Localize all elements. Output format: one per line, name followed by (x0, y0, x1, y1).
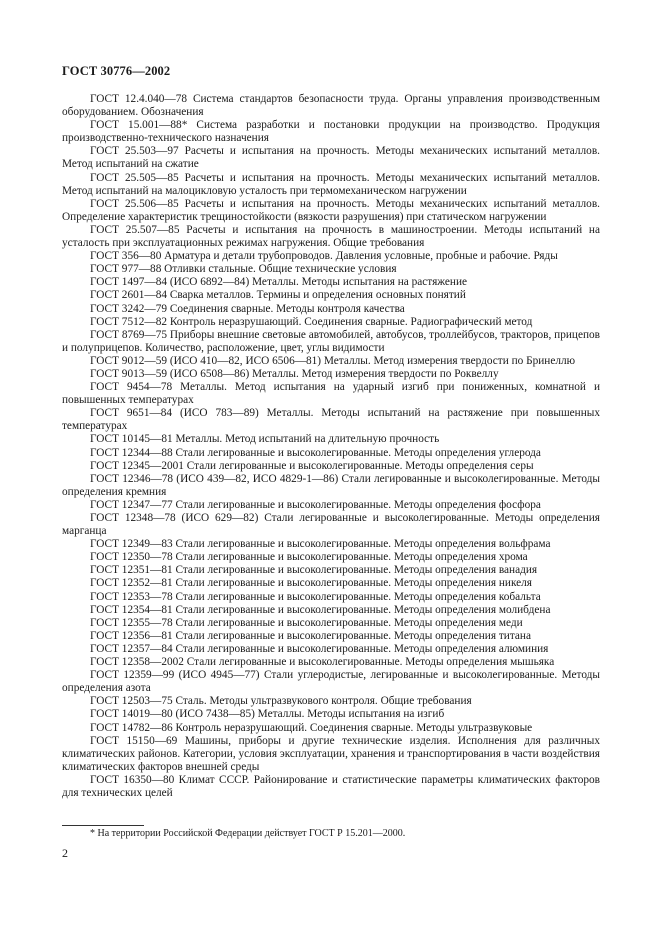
reference-entry: ГОСТ 9012—59 (ИСО 410—82, ИСО 6506—81) Металлы. Метод измерения твердости по Бринеллю (90, 354, 576, 367)
reference-entry: ГОСТ 12359—99 (ИСО 4945—77) Стали углеродистые, легированные и высоколегированные. Методы определения азота (62, 669, 600, 695)
reference-entry: ГОСТ 12503—75 Сталь. Методы ультразвукового контроля. Общие требования (90, 695, 472, 708)
reference-entry: ГОСТ 12352—81 Стали легированные и высоколегированные. Методы определения никеля (90, 577, 532, 590)
reference-entry: ГОСТ 12348—78 (ИСО 629—82) Стали легированные и высоколегированные. Методы определения марганца (62, 512, 600, 538)
normative-references-list (62, 93, 600, 800)
reference-entry: ГОСТ 12349—83 Стали легированные и высоколегированные. Методы определения вольфрама (90, 538, 551, 551)
reference-entry: ГОСТ 15.001—88* Система разработки и постановки продукции на производство. Продукция производственно-технического назначения (62, 119, 600, 145)
reference-entry: ГОСТ 12355—78 Стали легированные и высоколегированные. Методы определения меди (90, 616, 523, 629)
reference-entry: ГОСТ 14019—80 (ИСО 7438—85) Металлы. Методы испытания на изгиб (90, 708, 445, 721)
page-header: ГОСТ 30776—2002 (62, 64, 171, 78)
reference-entry: ГОСТ 12358—2002 Стали легированные и высоколегированные. Методы определения мышьяка (90, 656, 555, 669)
reference-entry: ГОСТ 12353—78 Стали легированные и высоколегированные. Методы определения кобальта (90, 590, 541, 603)
reference-entry: ГОСТ 7512—82 Контроль неразрушающий. Соединения сварные. Радиографический метод (90, 315, 533, 328)
reference-entry: ГОСТ 9651—84 (ИСО 783—89) Металлы. Методы испытаний на растяжение при повышенных температурах (62, 407, 600, 433)
reference-entry: ГОСТ 12.4.040—78 Система стандартов безопасности труда. Органы управления производственным оборудованием. Обозначения (62, 93, 600, 119)
reference-entry: ГОСТ 25.505—85 Расчеты и испытания на прочность. Методы механических испытаний металлов. Метод испытаний на малоцикловую усталость при термомеханическом нагружении (62, 171, 600, 197)
reference-entry: ГОСТ 8769—75 Приборы внешние световые автомобилей, автобусов, троллейбусов, тракторов, прицепов и полуприцепов. Количество, расположение, цвет, углы видимости (62, 328, 600, 354)
reference-entry: ГОСТ 25.503—97 Расчеты и испытания на прочность. Методы механических испытаний металлов. Метод испытаний на сжатие (62, 145, 600, 171)
reference-entry: ГОСТ 9454—78 Металлы. Метод испытания на ударный изгиб при пониженных, комнатной и повышенных температурах (62, 381, 600, 407)
reference-entry: ГОСТ 12347—77 Стали легированные и высоколегированные. Методы определения фосфора (90, 498, 541, 511)
reference-entry: ГОСТ 3242—79 Соединения сварные. Методы контроля качества (90, 302, 405, 315)
reference-entry: ГОСТ 977—88 Отливки стальные. Общие технические условия (90, 263, 397, 276)
reference-entry: ГОСТ 12346—78 (ИСО 439—82, ИСО 4829-1—86) Стали легированные и высоколегированные. Методы определения кремния (62, 472, 600, 498)
reference-entry: ГОСТ 15150—69 Машины, приборы и другие технические изделия. Исполнения для различных климатических районов. Категории, условия эксплуатации, хранения и транспортирования в части воздействия климатических факторов внешней среды (62, 734, 600, 773)
footnote: * На территории Российской Федерации действует ГОСТ Р 15.201—2000. (90, 828, 406, 839)
reference-entry: ГОСТ 12350—78 Стали легированные и высоколегированные. Методы определения хрома (90, 551, 528, 564)
reference-entry: ГОСТ 12356—81 Стали легированные и высоколегированные. Методы определения титана (90, 629, 531, 642)
reference-entry: ГОСТ 16350—80 Климат СССР. Районирование и статистические параметры климатических факторов для технических целей (62, 773, 600, 799)
reference-entry: ГОСТ 12357—84 Стали легированные и высоколегированные. Методы определения алюминия (90, 642, 549, 655)
reference-entry: ГОСТ 12344—88 Стали легированные и высоколегированные. Методы определения углерода (90, 446, 541, 459)
reference-entry: ГОСТ 9013—59 (ИСО 6508—86) Металлы. Метод измерения твердости по Роквеллу (90, 367, 499, 380)
reference-entry: ГОСТ 12354—81 Стали легированные и высоколегированные. Методы определения молибдена (90, 603, 551, 616)
reference-entry: ГОСТ 25.507—85 Расчеты и испытания на прочность в машиностроении. Методы испытаний на усталость при эксплуатационных режимах нагружения. Общие требования (62, 223, 600, 250)
reference-entry: ГОСТ 25.506—85 Расчеты и испытания на прочность. Методы механических испытаний металлов. Определение характеристик трещиностойкости (вязкости разрушения) при статическом нагружении (62, 197, 600, 223)
reference-entry: ГОСТ 2601—84 Сварка металлов. Термины и определения основных понятий (90, 289, 466, 302)
reference-entry: ГОСТ 12351—81 Стали легированные и высоколегированные. Методы определения ванадия (90, 564, 538, 577)
reference-entry: ГОСТ 10145—81 Металлы. Метод испытаний на длительную прочность (90, 433, 440, 446)
reference-entry: ГОСТ 14782—86 Контроль неразрушающий. Соединения сварные. Методы ультразвуковые (90, 721, 533, 734)
reference-entry: ГОСТ 356—80 Арматура и детали трубопроводов. Давления условные, пробные и рабочие. Ряды (90, 250, 558, 263)
reference-entry: ГОСТ 12345—2001 Стали легированные и высоколегированные. Методы определения серы (90, 459, 534, 472)
page-number: 2 (62, 846, 68, 860)
reference-entry: ГОСТ 1497—84 (ИСО 6892—84) Металлы. Методы испытания на растяжение (90, 276, 468, 289)
footnote-divider (62, 825, 144, 826)
